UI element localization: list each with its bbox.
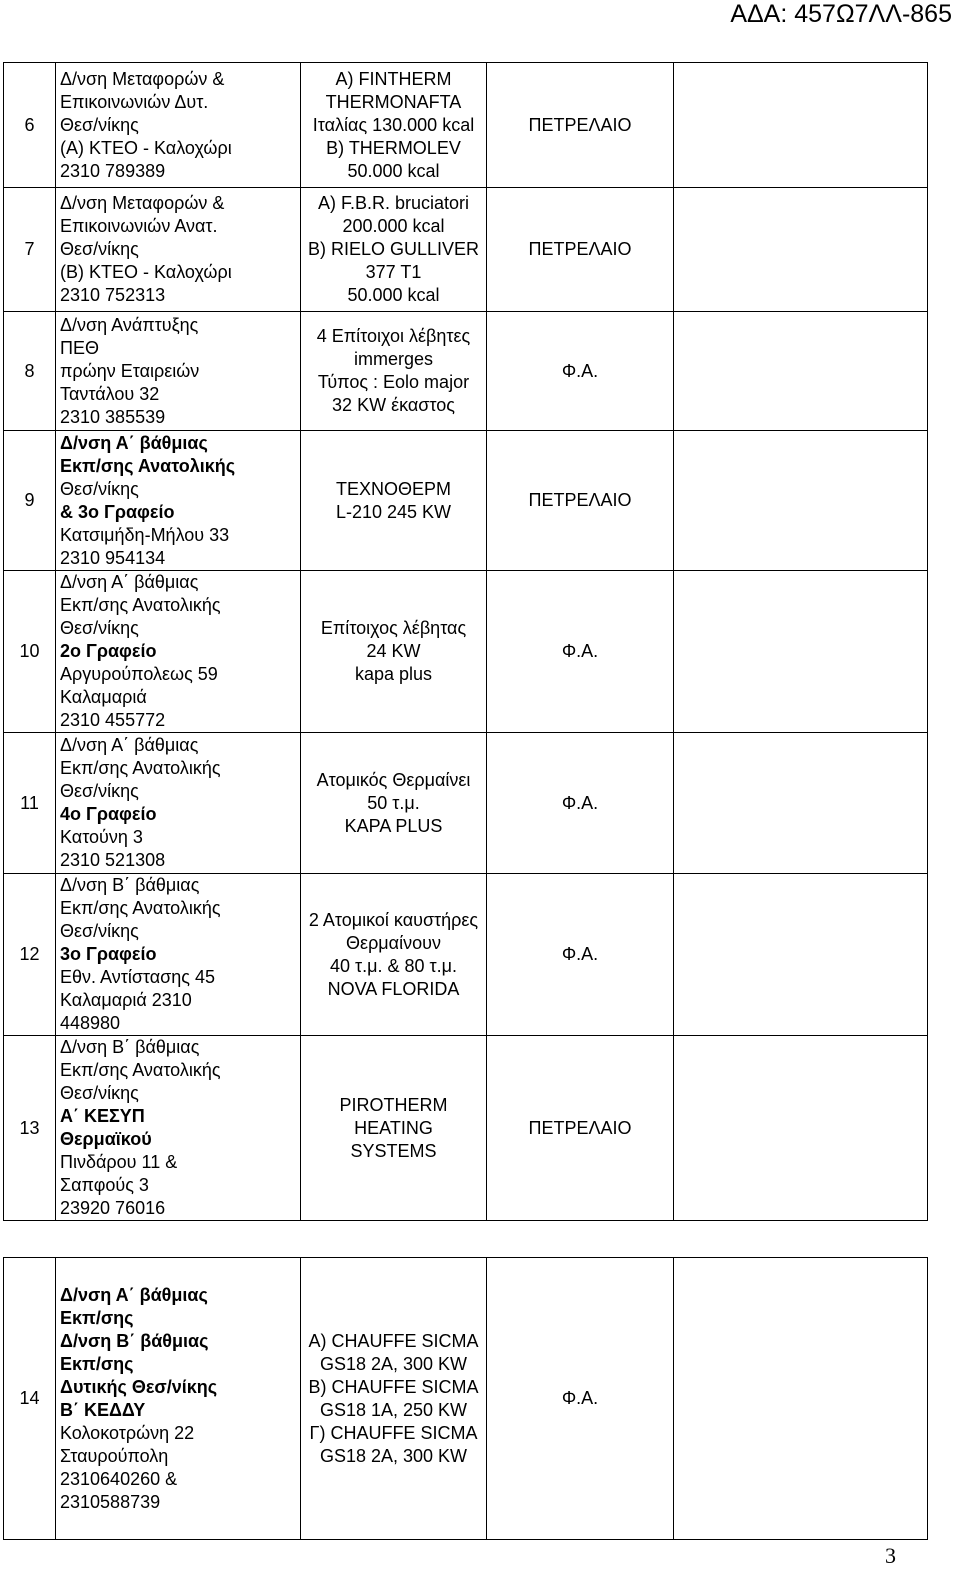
- service-description: Δ/νση Β΄ βάθμιας Εκπ/σης Ανατολικής Θεσ/νίκης Α΄ ΚΕΣΥΠ Θερμαϊκού Πινδάρου 11 & Σαπφούς 3 23920 76016: [56, 1036, 301, 1221]
- service-description: Δ/νση Α΄ βάθμιας Εκπ/σης Ανατολικής Θεσ/νίκης 4ο Γραφείο Κατούνη 3 2310 521308: [56, 733, 301, 874]
- fuel-type: ΠΕΤΡΕΛΑΙΟ: [487, 431, 674, 571]
- empty-cell: [674, 571, 928, 733]
- table-row: [4, 312, 928, 431]
- row-number: 12: [4, 874, 56, 1036]
- heating-systems-table: [3, 62, 928, 1540]
- row-number: 6: [4, 63, 56, 188]
- fuel-type: ΠΕΤΡΕΛΑΙΟ: [487, 1036, 674, 1221]
- empty-cell: [674, 733, 928, 874]
- service-description: Δ/νση Μεταφορών & Επικοινωνιών Ανατ. Θεσ/νίκης (Β) ΚΤΕΟ - Καλοχώρι 2310 752313: [56, 188, 301, 312]
- service-description: Δ/νση Α΄ βάθμιας Εκπ/σης Ανατολικής Θεσ/νίκης 2ο Γραφείο Αργυρούπολεως 59 Καλαμαριά 2310 455772: [56, 571, 301, 733]
- equipment-description: Επίτοιχος λέβητας 24 KW kapa plus: [301, 571, 487, 733]
- equipment-description: Α) CHAUFFE SICMA GS18 2A, 300 KW Β) CHAUFFE SICMA GS18 1A, 250 KW Γ) CHAUFFE SICMA GS18 2A, 300 KW: [301, 1258, 487, 1540]
- page-number: 3: [885, 1543, 896, 1568]
- service-description: Δ/νση Β΄ βάθμιας Εκπ/σης Ανατολικής Θεσ/νίκης 3ο Γραφείο Εθν. Αντίστασης 45 Καλαμαριά 2310 448980: [56, 874, 301, 1036]
- empty-cell: [674, 431, 928, 571]
- table-gap: [4, 1221, 928, 1258]
- empty-cell: [674, 1258, 928, 1540]
- row-number: 9: [4, 431, 56, 571]
- fuel-type: ΠΕΤΡΕΛΑΙΟ: [487, 188, 674, 312]
- equipment-description: Ατομικός Θερμαίνει 50 τ.μ. KAPA PLUS: [301, 733, 487, 874]
- table-row: [4, 1036, 928, 1221]
- table-row: [4, 874, 928, 1036]
- table-row: [4, 1258, 928, 1540]
- fuel-type: Φ.Α.: [487, 1258, 674, 1540]
- empty-cell: [674, 312, 928, 431]
- row-number: 7: [4, 188, 56, 312]
- ada-code: ΑΔΑ: 457Ω7ΛΛ-865: [730, 0, 952, 28]
- fuel-type: Φ.Α.: [487, 733, 674, 874]
- table-row: [4, 188, 928, 312]
- fuel-type: Φ.Α.: [487, 571, 674, 733]
- equipment-description: 2 Ατομικοί καυστήρες Θερμαίνουν 40 τ.μ. & 80 τ.μ. NOVA FLORIDA: [301, 874, 487, 1036]
- service-description: Δ/νση Μεταφορών & Επικοινωνιών Δυτ. Θεσ/νίκης (Α) ΚΤΕΟ - Καλοχώρι 2310 789389: [56, 63, 301, 188]
- row-number: 8: [4, 312, 56, 431]
- service-description: Δ/νση Ανάπτυξης ΠΕΘ πρώην Εταιρειών Ταντάλου 32 2310 385539: [56, 312, 301, 431]
- equipment-description: Α) FINTHERM THERMONAFTA Ιταλίας 130.000 kcal B) THERMOLEV 50.000 kcal: [301, 63, 487, 188]
- table-row: [4, 63, 928, 188]
- empty-cell: [674, 188, 928, 312]
- gap-cell: [4, 1221, 928, 1258]
- row-number: 11: [4, 733, 56, 874]
- equipment-description: A) F.B.R. bruciatori 200.000 kcal B) RIELO GULLIVER 377 T1 50.000 kcal: [301, 188, 487, 312]
- empty-cell: [674, 874, 928, 1036]
- table-row: [4, 733, 928, 874]
- service-description: Δ/νση Α΄ βάθμιας Εκπ/σης Ανατολικής Θεσ/νίκης & 3ο Γραφείο Κατσιμήδη-Μήλου 33 2310 954134: [56, 431, 301, 571]
- row-number: 10: [4, 571, 56, 733]
- equipment-description: PIROTHERM HEATING SYSTEMS: [301, 1036, 487, 1221]
- fuel-type: Φ.Α.: [487, 874, 674, 1036]
- fuel-type: Φ.Α.: [487, 312, 674, 431]
- empty-cell: [674, 63, 928, 188]
- empty-cell: [674, 1036, 928, 1221]
- equipment-description: 4 Επίτοιχοι λέβητες immerges Τύπος : Eolo major 32 KW έκαστος: [301, 312, 487, 431]
- equipment-description: ΤΕΧΝΟΘΕΡΜ L-210 245 KW: [301, 431, 487, 571]
- table-row: [4, 571, 928, 733]
- fuel-type: ΠΕΤΡΕΛΑΙΟ: [487, 63, 674, 188]
- row-number: 13: [4, 1036, 56, 1221]
- row-number: 14: [4, 1258, 56, 1540]
- service-description: Δ/νση Α΄ βάθμιας Εκπ/σης Δ/νση Β΄ βάθμιας Εκπ/σης Δυτικής Θεσ/νίκης Β΄ ΚΕΔΔΥ Κολοκοτρώνη 22 Σταυρούπολη 2310640260 & 2310588739: [56, 1258, 301, 1540]
- table-row: [4, 431, 928, 571]
